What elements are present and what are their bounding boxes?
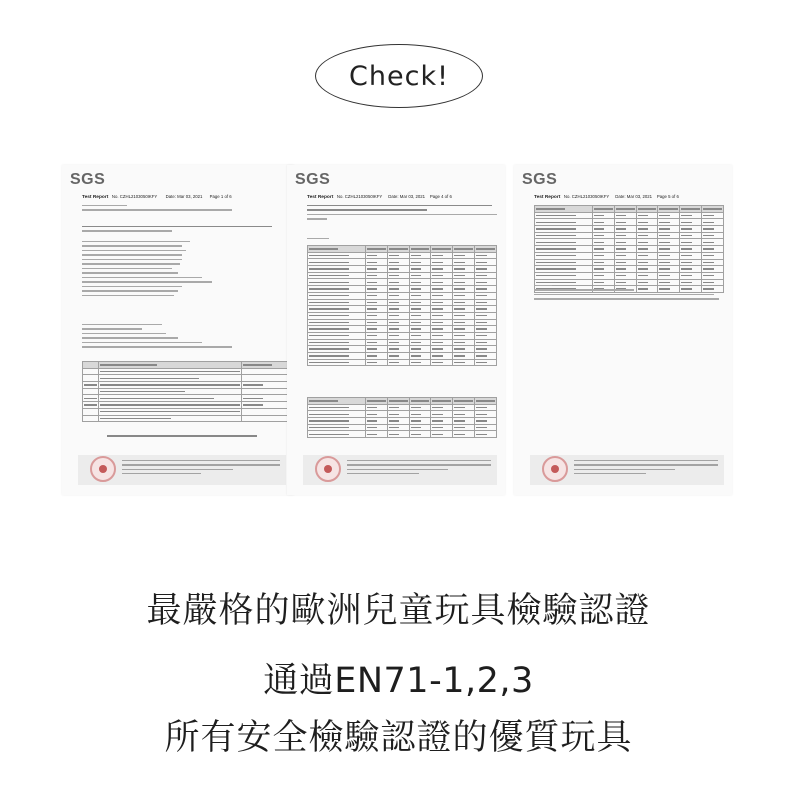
report-no-label: No.	[563, 194, 571, 199]
company-footer-text	[574, 460, 718, 478]
sample-details	[82, 241, 282, 299]
report-date: Mar 03, 2021	[626, 194, 653, 199]
report-title: Test Report	[534, 195, 561, 200]
address-lines	[82, 205, 282, 214]
company-footer-text	[347, 460, 491, 478]
results-table-2	[307, 397, 497, 438]
report-date-label: Date:	[388, 194, 399, 199]
results-table	[534, 205, 724, 293]
further-details-note	[107, 435, 257, 437]
report-no-label: No.	[111, 194, 119, 199]
caption-line-3: 所有安全檢驗認證的優質玩具	[164, 718, 633, 758]
report-number: CZHL2103050IKFY	[571, 194, 610, 199]
sample-info-lines	[82, 226, 282, 235]
test-report-page-4	[287, 165, 505, 495]
sgs-logo: SGS	[522, 171, 558, 188]
test-report-page-5	[514, 165, 732, 495]
company-seal	[90, 456, 116, 482]
company-seal	[542, 456, 568, 482]
report-date: Mar 03, 2021	[399, 194, 426, 199]
result-data-label	[307, 238, 493, 242]
report-title: Test Report	[307, 195, 334, 200]
report-no-label: No.	[336, 194, 344, 199]
report-title: Test Report	[82, 195, 109, 200]
report-number: CZHL2103050IKFY	[119, 194, 158, 199]
test-requirement-table	[82, 361, 292, 422]
results-table	[307, 245, 497, 366]
report-date: Mar 03, 2021	[177, 194, 203, 199]
report-date-label: Date:	[615, 194, 626, 199]
sgs-logo: SGS	[70, 171, 106, 188]
sgs-logo: SGS	[295, 171, 331, 188]
report-header	[534, 194, 726, 201]
report-date-label: Date:	[165, 194, 176, 199]
report-page: Page 5 of 6	[656, 194, 679, 199]
report-number: CZHL2103050IKFY	[344, 194, 383, 199]
notes-lines	[534, 285, 720, 303]
report-page: Page 1 of 6	[209, 194, 232, 199]
company-seal	[315, 456, 341, 482]
report-page: Page 4 of 6	[429, 194, 452, 199]
test-report-page-1	[62, 165, 294, 495]
standard-lines	[307, 205, 493, 223]
check-bubble	[315, 44, 483, 108]
report-header	[82, 194, 288, 201]
caption-line-1: 最嚴格的歐洲兒童玩具檢驗認證	[146, 591, 651, 631]
company-footer-text	[122, 460, 280, 478]
caption-line-2: 通過EN71-1,2,3	[263, 661, 534, 701]
age-group-lines	[82, 324, 282, 351]
check-label: Check!	[349, 60, 449, 92]
report-header	[307, 194, 499, 201]
